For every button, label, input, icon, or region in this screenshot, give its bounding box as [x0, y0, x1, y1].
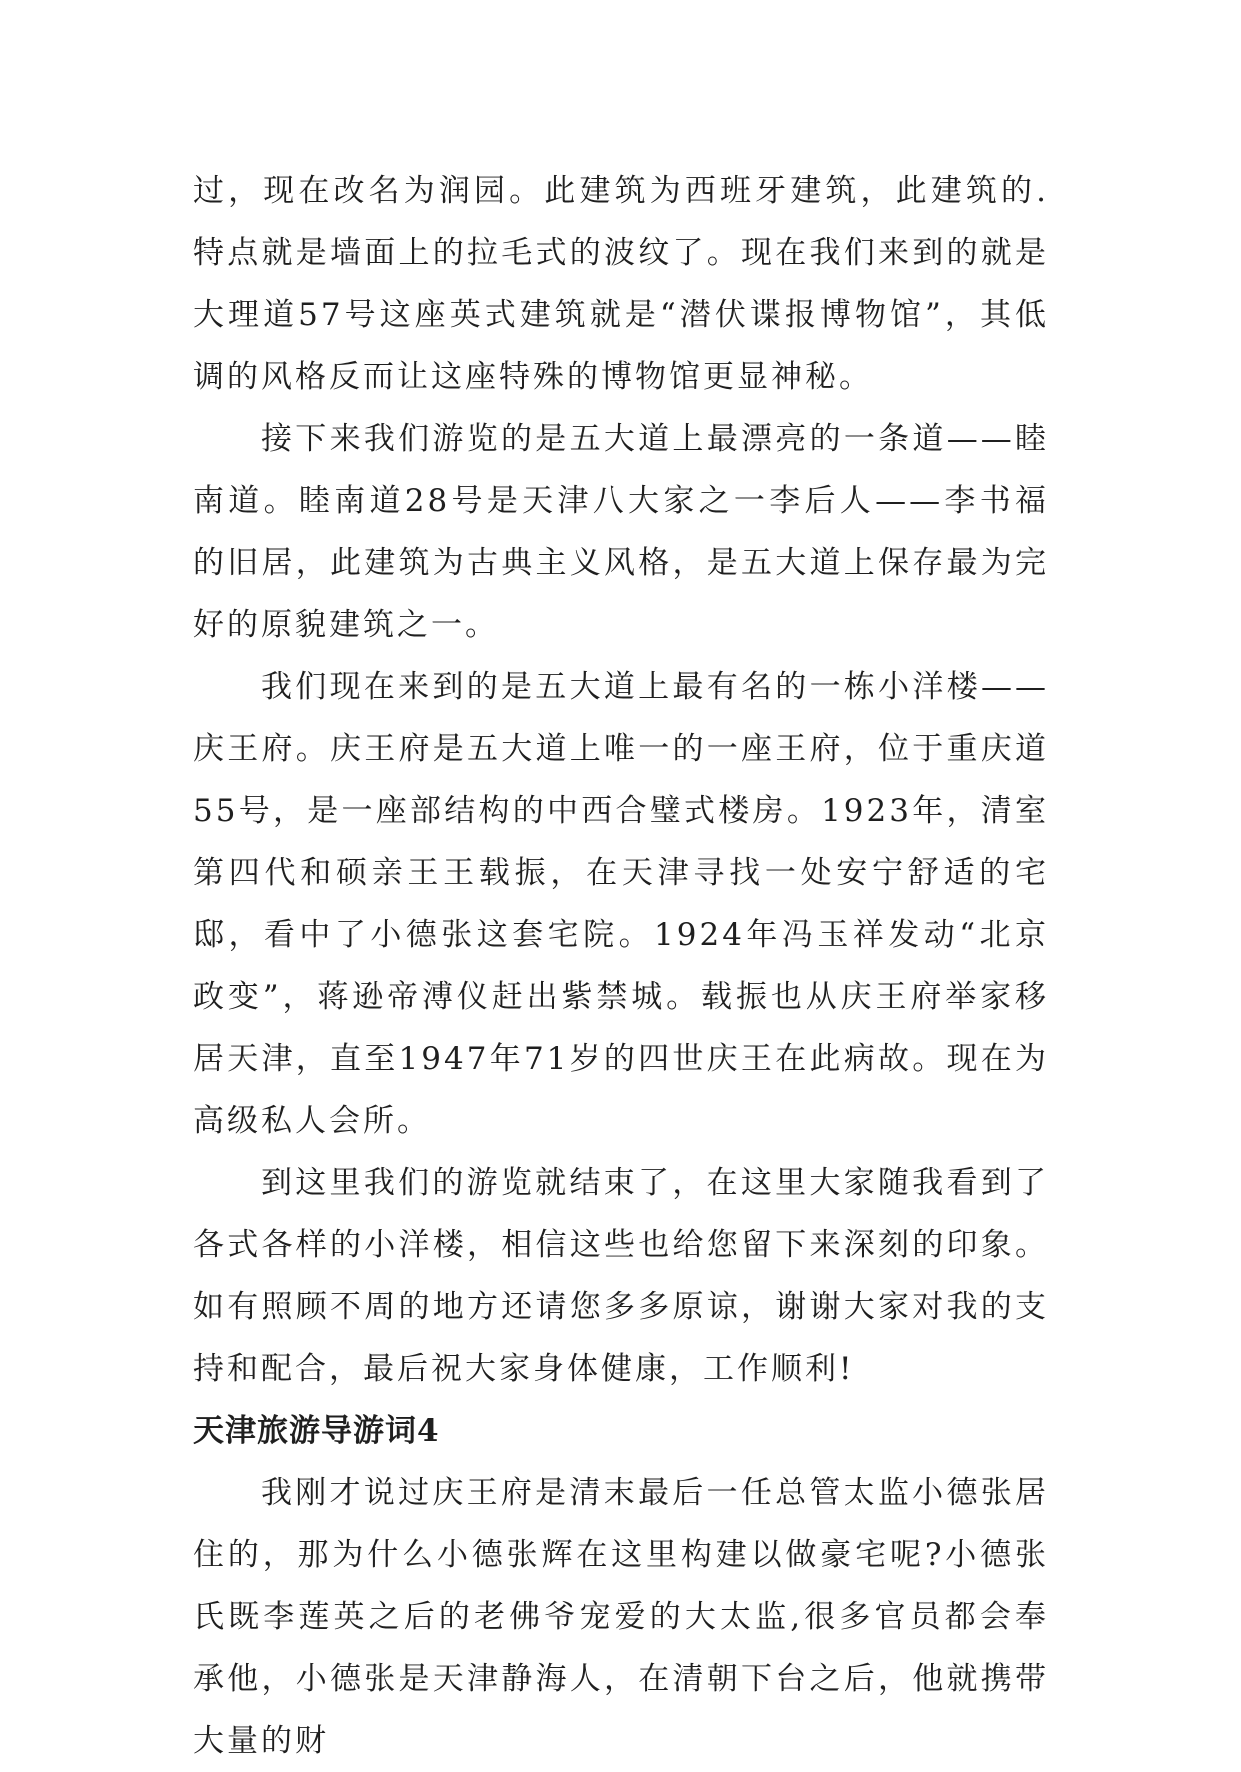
paragraph-munan-road: 接下来我们游览的是五大道上最漂亮的一条道——睦南道。睦南道28号是天津八大家之一李后人——李书福的旧居，此建筑为古典主义风格，是五大道上保存最为完好的原貌建筑之一。	[193, 421, 1049, 643]
section-heading: 天津旅游导游词4	[193, 1413, 440, 1449]
paragraph-xiao-de-zhang: 我刚才说过庆王府是清末最后一任总管太监小德张居住的，那为什么小德张辉在这里构建以做豪宅呢?小德张氏既李莲英之后的老佛爷宠爱的大太监,很多官员都会奉承他，小德张是天津静海人，在清朝下台之后，他就携带大量的财	[193, 1475, 1049, 1759]
paragraph-runyuan-museum: 过，现在改名为润园。此建筑为西班牙建筑，此建筑的.特点就是墙面上的拉毛式的波纹了。现在我们来到的就是大理道57号这座英式建筑就是“潜伏谍报博物馆”，其低调的风格反而让这座特殊的博物馆更显神秘。	[193, 173, 1049, 395]
document-body	[193, 160, 1049, 1772]
paragraph-tour-ending: 到这里我们的游览就结束了，在这里大家随我看到了各式各样的小洋楼，相信这些也给您留下来深刻的印象。如有照顾不周的地方还请您多多原谅，谢谢大家对我的支持和配合，最后祝大家身体健康，工作顺利!	[193, 1165, 1049, 1387]
paragraph-qing-wang-fu: 我们现在来到的是五大道上最有名的一栋小洋楼——庆王府。庆王府是五大道上唯一的一座王府，位于重庆道55号，是一座部结构的中西合璧式楼房。1923年，清室第四代和硕亲王王载振，在天津寻找一处安宁舒适的宅邸，看中了小德张这套宅院。1924年冯玉祥发动“北京政变”，蒋逊帝溥仪赶出紫禁城。载振也从庆王府举家移居天津，直至1947年71岁的四世庆王在此病故。现在为高级私人会所。	[193, 669, 1049, 1139]
